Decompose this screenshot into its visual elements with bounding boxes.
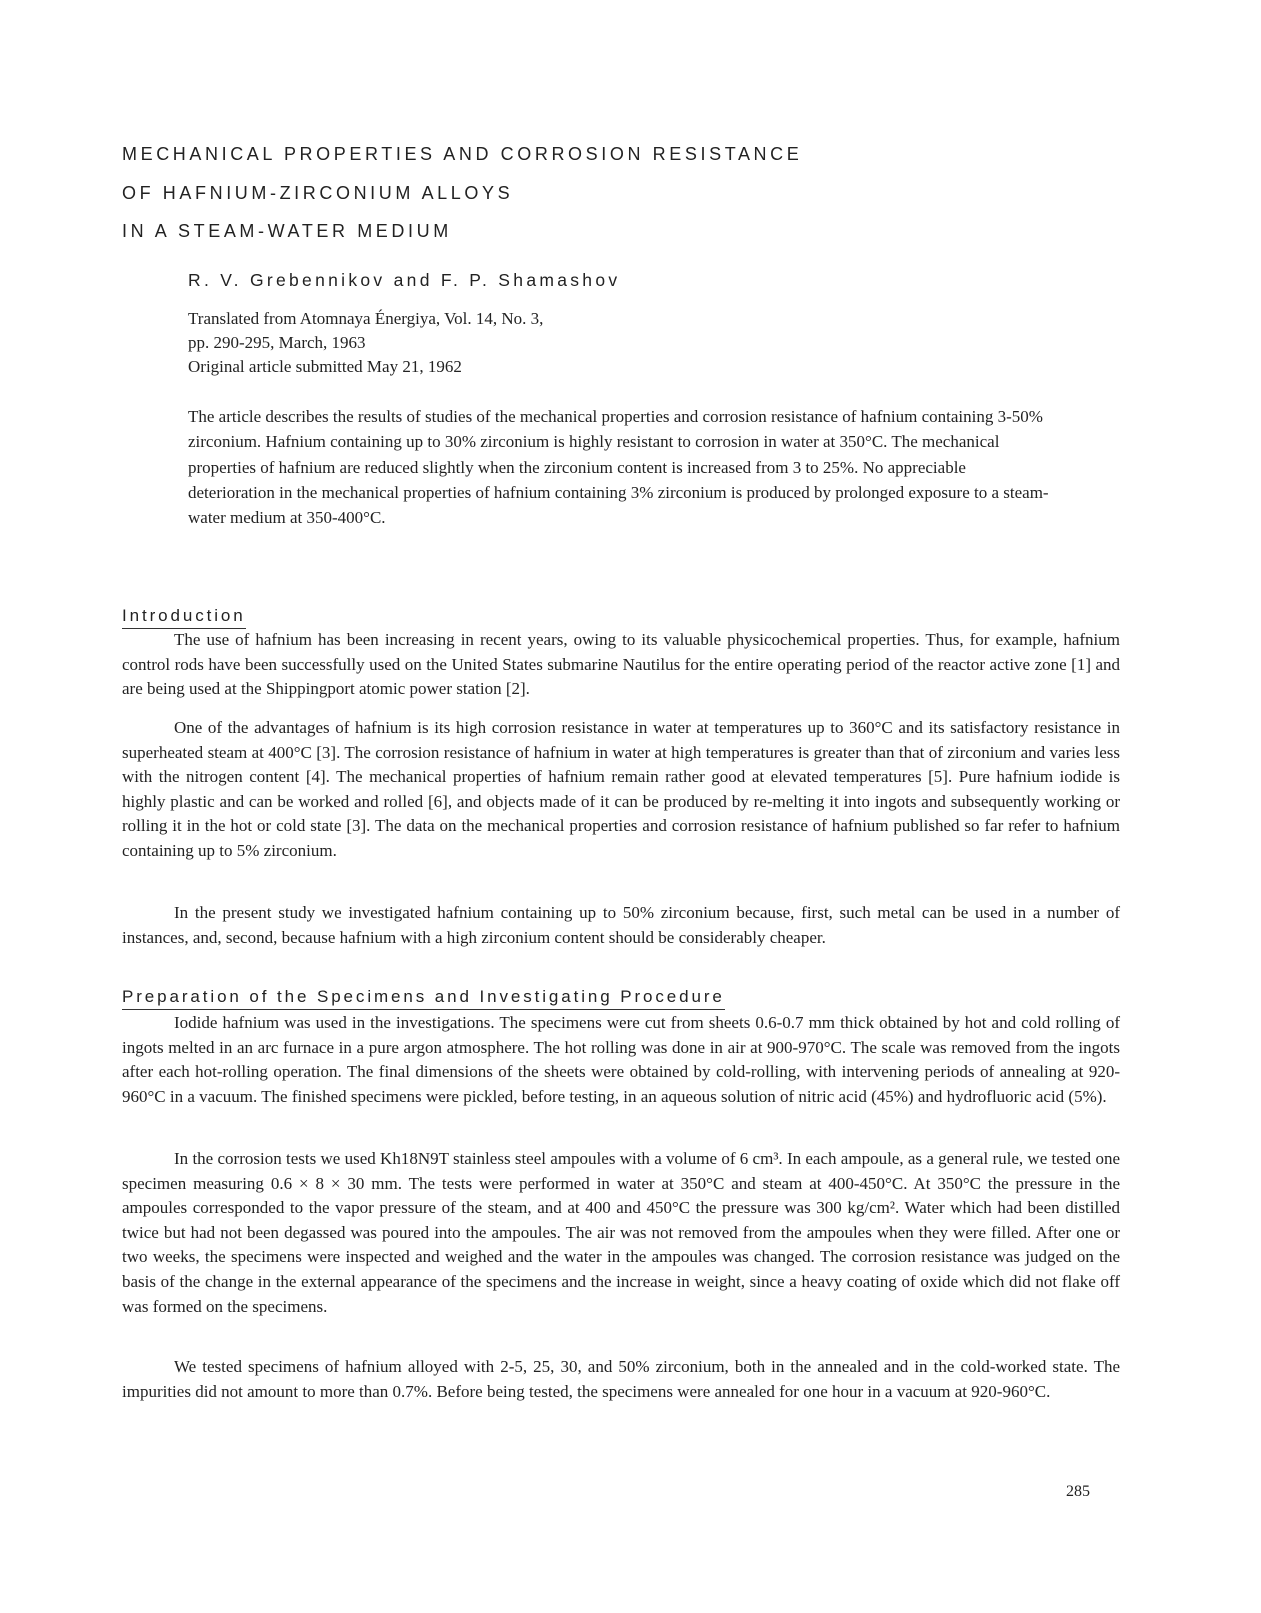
intro-paragraph-3: In the present study we investigated hafnium containing up to 50% zirconium because, first, such metal can be used in a number of instances, and, second, because hafnium with a high zirconium content should be considerably cheaper. (122, 903, 1120, 947)
prep-paragraph-3: We tested specimens of hafnium alloyed with 2-5, 25, 30, and 50% zirconium, both in the annealed and in the cold-worked state. The impurities did not amount to more than 0.7%. Before being tested, the specimens were annealed for one hour in a vacuum at 920-960°C. (122, 1357, 1120, 1401)
title-line-3: IN A STEAM-WATER MEDIUM (122, 221, 452, 241)
prep-paragraph-1: Iodide hafnium was used in the investigations. The specimens were cut from sheets 0.6-0.7 mm thick obtained by hot and cold rolling of ingots melted in an arc furnace in a pure argon atmosphere. The hot rolling was done in air at 900-970°C. The scale was removed from the ingots after each hot-rolling operation. The final dimensions of the sheets were obtained by cold-rolling, with intervening periods of annealing at 920-960°C in a vacuum. The finished specimens were pickled, before testing, in an aqueous solution of nitric acid (45%) and hydrofluoric acid (5%). (122, 1013, 1120, 1106)
intro-paragraph-2: One of the advantages of hafnium is its high corrosion resistance in water at temperatures up to 360°C and its satisfactory resistance in superheated steam at 400°C [3]. The corrosion resistance of hafnium in water at high temperatures is greater than that of zirconium and varies less with the nitrogen content [4]. The mechanical properties of hafnium remain rather good at elevated temperatures [5]. Pure hafnium iodide is highly plastic and can be worked and rolled [6], and objects made of it can be produced by re-melting it into ingots and subsequently working or rolling it in the hot or cold state [3]. The data on the mechanical properties and corrosion resistance of hafnium published so far refer to hafnium containing up to 5% zirconium. (122, 718, 1120, 860)
title-line-1: MECHANICAL PROPERTIES AND CORROSION RESISTANCE (122, 144, 803, 164)
abstract: The article describes the results of studies of the mechanical properties and corrosion resistance of hafnium containing 3-50% zirconium. Hafnium containing up to 30% zirconium is highly resistant to corrosion in water at 350°C. The mechanical properties of hafnium are reduced slightly when the zirconium content is increased from 3 to 25%. No appreciable deterioration in the mechanical properties of hafnium containing 3% zirconium is produced by prolonged exposure to a steam-water medium at 350-400°C. (188, 407, 1049, 528)
title-line-2: OF HAFNIUM-ZIRCONIUM ALLOYS (122, 183, 514, 203)
intro-paragraph-1: The use of hafnium has been increasing in recent years, owing to its valuable physicochemical properties. Thus, for example, hafnium control rods have been successfully used on the United States submarine Nautilus for the entire operating period of the reactor active zone [1] and are being used at the Shippingport atomic power station [2]. (122, 630, 1120, 699)
pages-date: pp. 290-295, March, 1963 (188, 333, 366, 352)
authors: R. V. Grebennikov and F. P. Shamashov (188, 270, 621, 290)
submitted-date: Original article submitted May 21, 1962 (188, 357, 462, 376)
page-number: 285 (1066, 1483, 1090, 1500)
section-heading-preparation: Preparation of the Specimens and Investigating Procedure (122, 987, 725, 1010)
translated-from: Translated from Atomnaya Énergiya, Vol. 14, No. 3, (188, 309, 544, 328)
prep-paragraph-2: In the corrosion tests we used Kh18N9T stainless steel ampoules with a volume of 6 cm³. In each ampoule, as a general rule, we tested one specimen measuring 0.6 × 8 × 30 mm. The tests were performed in water at 350°C and steam at 400-450°C. At 350°C the pressure in the ampoules corresponded to the vapor pressure of the steam, and at 400 and 450°C the pressure was 300 kg/cm². Water which had been distilled twice but had not been degassed was poured into the ampoules. The air was not removed from the ampoules when they were filled. After one or two weeks, the specimens were inspected and weighed and the water in the ampoules was changed. The corrosion resistance was judged on the basis of the change in the external appearance of the specimens and the increase in weight, since a heavy coating of oxide which did not flake off was formed on the specimens. (122, 1149, 1120, 1316)
section-heading-introduction: Introduction (122, 606, 246, 629)
